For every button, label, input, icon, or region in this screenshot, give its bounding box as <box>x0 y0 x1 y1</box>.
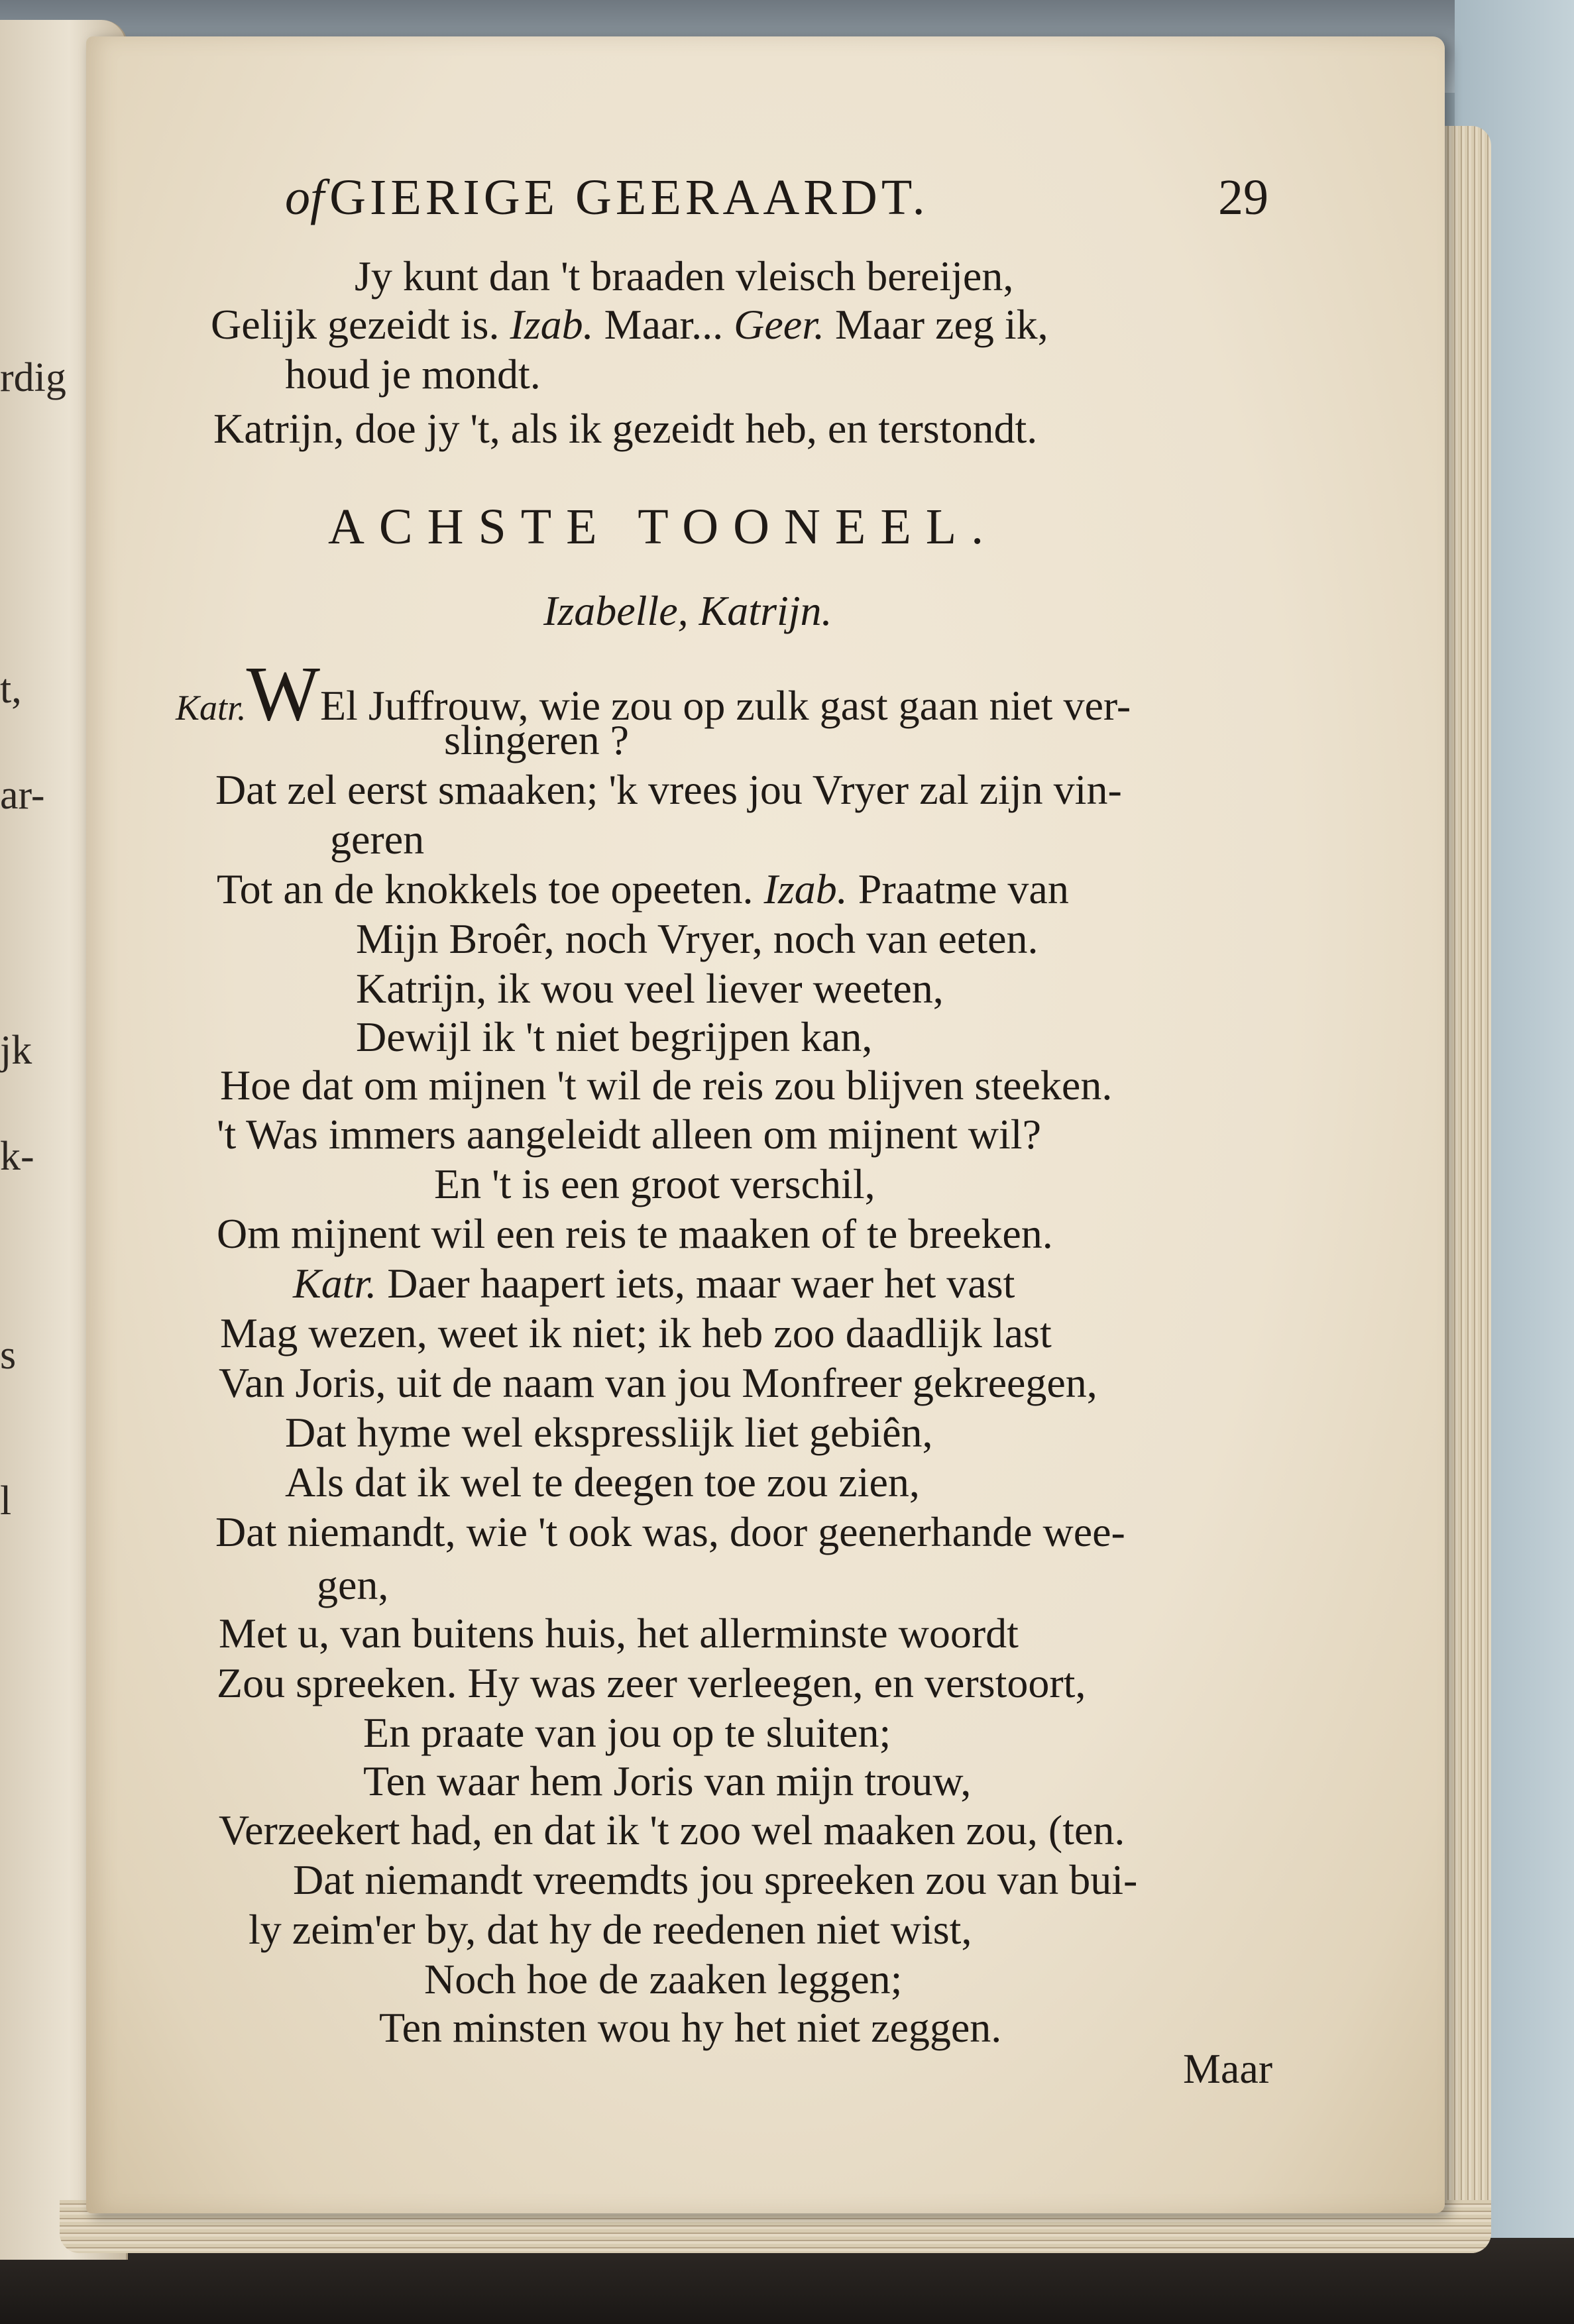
running-head-title: GIERIGE GEERAARDT. <box>329 170 929 225</box>
verse-line: En praate van jou op te sluiten; <box>363 1709 891 1756</box>
left-page-fragment: rdig <box>0 355 66 400</box>
verse-line: geren <box>330 816 425 863</box>
verse-line: Jy kunt dan 't braaden vleisch bereijen, <box>355 252 1014 300</box>
verse-line: Dewijl ik 't niet begrijpen kan, <box>356 1013 873 1060</box>
left-page-fragment: t, <box>0 667 22 712</box>
verse-line <box>217 865 1069 913</box>
verse-line: En 't is een groot verschil, <box>434 1160 875 1207</box>
scene-characters: Izabelle, Katrijn. <box>543 587 832 634</box>
speaker-label: Geer. <box>734 301 824 348</box>
left-page-fragment: s <box>0 1333 17 1378</box>
left-page-fragment: l <box>0 1478 12 1523</box>
verse-line: Mag wezen, weet ik niet; ik heb zoo daadlijk last <box>220 1309 1052 1356</box>
verse-line: houd je mondt. <box>285 351 541 398</box>
left-page-fragment: jk <box>0 1028 32 1073</box>
speaker-label: Izab. <box>763 865 848 913</box>
verse-line: Katrijn, ik wou veel liever weeten, <box>356 965 944 1012</box>
speaker-label: Izab. <box>510 301 594 348</box>
verse-line <box>176 650 1131 737</box>
verse-line: slingeren ? <box>444 716 629 763</box>
verse-line: Dat niemandt vreemdts jou spreeken zou van bui- <box>293 1856 1138 1903</box>
verse-line: Dat zel eerst smaaken; 'k vrees jou Vryer zal zijn vin- <box>215 766 1122 813</box>
page-number: 29 <box>1218 170 1268 225</box>
speaker-label: Katr. <box>176 688 247 728</box>
verse-line: Ten waar hem Joris van mijn trouw, <box>363 1757 972 1804</box>
verse-text: Tot an de knokkels toe opeeten. <box>217 865 754 913</box>
left-page-fragment: k- <box>0 1134 34 1179</box>
verse-line <box>293 1262 1015 1305</box>
verse-line: Mijn Broêr, noch Vryer, noch van eeten. <box>356 915 1039 962</box>
catchword: Maar <box>1183 2045 1273 2092</box>
running-head <box>285 169 929 227</box>
verse-text: Gelijk gezeidt is. <box>211 301 510 348</box>
verse-line: Katrijn, doe jy 't, als ik gezeidt heb, en terstondt. <box>213 405 1038 452</box>
verse-line: Om mijnent wil een reis te maaken of te breeken. <box>217 1210 1053 1257</box>
verse-text: El Juffrouw, wie zou op zulk gast gaan niet ver- <box>319 682 1131 729</box>
verse-line: Als dat ik wel te deegen toe zou zien, <box>285 1459 920 1506</box>
verse-line: Verzeekert had, en dat ik 't zoo wel maaken zou, (ten. <box>219 1806 1125 1854</box>
verse-text: Daer haapert iets, maar waer het vast <box>387 1260 1015 1307</box>
drop-cap: W <box>246 650 320 737</box>
verse-line: Hoe dat om mijnen 't wil de reis zou blijven steeken. <box>220 1062 1113 1109</box>
verse-line: Noch hoe de zaaken leggen; <box>424 1956 903 2003</box>
verse-line: Van Joris, uit de naam van jou Monfreer gekreegen, <box>219 1359 1097 1406</box>
verse-text: Maar... <box>593 301 734 348</box>
left-page-fragment: ar- <box>0 773 45 818</box>
verse-line: Dat hyme wel ekspresslijk liet gebiên, <box>285 1409 933 1456</box>
verse-line: Dat niemandt, wie 't ook was, door geenerhande wee- <box>215 1508 1125 1555</box>
verse-line: Ten minsten wou hy het niet zeggen. <box>379 2004 1002 2051</box>
scene-title: ACHSTE TOONEEL. <box>328 499 999 555</box>
verse-text: Praatme van <box>858 865 1069 913</box>
running-head-prefix: of <box>285 170 325 225</box>
verse-line <box>211 301 1048 348</box>
verse-line: Zou spreeken. Hy was zeer verleegen, en verstoort, <box>217 1659 1086 1706</box>
verse-text: Maar zeg ik, <box>824 301 1048 348</box>
verse-line: 't Was immers aangeleidt alleen om mijnent wil? <box>217 1111 1041 1158</box>
verse-line: gen, <box>317 1561 389 1608</box>
speaker-label: Katr. <box>293 1260 377 1307</box>
verse-line: Met u, van buitens huis, het allerminste woordt <box>219 1610 1019 1657</box>
verse-line: ly zeim'er by, dat hy de reedenen niet wist, <box>249 1906 972 1953</box>
